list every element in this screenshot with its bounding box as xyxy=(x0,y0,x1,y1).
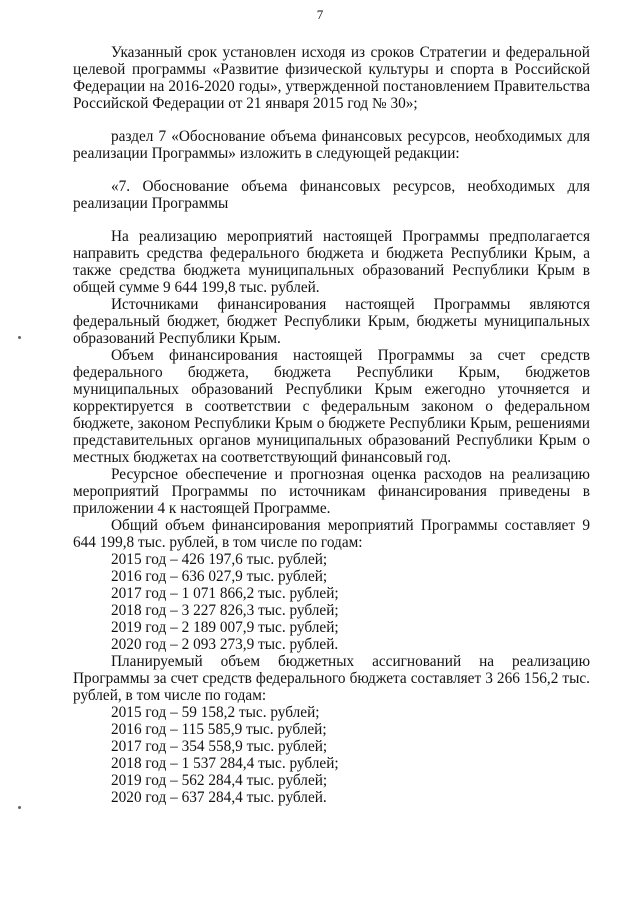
federal-year-item: 2016 год – 115 585,9 тыс. рублей; xyxy=(111,721,327,738)
section-note-paragraph: раздел 7 «Обоснование объема финансовых ресурсов, необходимых для реализации Программы» изложить в следующей редакции: xyxy=(73,128,590,162)
total-year-item: 2017 год – 1 071 866,2 тыс. рублей; xyxy=(111,585,339,602)
scan-dot-artifact xyxy=(18,806,21,809)
scan-dot-artifact xyxy=(18,336,21,339)
paragraph-group xyxy=(73,228,590,806)
section-heading: «7. Обоснование объема финансовых ресурсов, необходимых для реализации Программы xyxy=(73,178,590,212)
total-financing-intro: Общий объем финансирования мероприятий Программы составляет 9 644 199,8 тыс. рублей, в том числе по годам: xyxy=(73,517,590,551)
total-year-item: 2015 год – 426 197,6 тыс. рублей; xyxy=(111,551,328,568)
federal-year-item: 2018 год – 1 537 284,4 тыс. рублей; xyxy=(111,755,339,772)
federal-budget-years xyxy=(73,704,590,806)
page-number: 7 xyxy=(316,7,324,22)
total-year-item: 2016 год – 636 027,9 тыс. рублей; xyxy=(111,568,328,585)
total-year-item: 2018 год – 3 227 826,3 тыс. рублей; xyxy=(111,602,339,619)
paragraph-appendix-reference: Ресурсное обеспечение и прогнозная оценка расходов на реализацию мероприятий Программы по источникам финансирования приведены в приложении 4 к настоящей Программе. xyxy=(73,466,590,517)
total-year-item: 2019 год – 2 189 007,9 тыс. рублей; xyxy=(111,619,339,636)
federal-year-item: 2019 год – 562 284,4 тыс. рублей; xyxy=(111,772,328,789)
federal-year-item: 2017 год – 354 558,9 тыс. рублей; xyxy=(111,738,328,755)
document-body xyxy=(73,44,590,806)
total-financing-years xyxy=(73,551,590,653)
paragraph-financing-sources: Источниками финансирования настоящей Программы являются федеральный бюджет, бюджет Республики Крым, бюджеты муниципальных образований Республики Крым. xyxy=(73,296,590,347)
federal-budget-intro: Планируемый объем бюджетных ассигнований на реализацию Программы за счет средств федерального бюджета составляет 3 266 156,2 тыс. рублей, в том числе по годам: xyxy=(73,653,590,704)
paragraph-funding-sources: На реализацию мероприятий настоящей Программы предполагается направить средства федерального бюджета и бюджета Республики Крым, а также средства бюджета муниципальных образований Республики Крым в общей сумме 9 644 199,8 тыс. рублей. xyxy=(73,228,590,296)
total-year-item: 2020 год – 2 093 273,9 тыс. рублей. xyxy=(111,636,339,653)
federal-year-item: 2015 год – 59 158,2 тыс. рублей; xyxy=(111,704,320,721)
intro-paragraph: Указанный срок установлен исходя из сроков Стратегии и федеральной целевой программы «Развитие физической культуры и спорта в Российской Федерации на 2016-2020 годы», утвержденной постановлением Правительства Российской Федерации от 21 января 2015 год № 30»; xyxy=(73,44,590,112)
paragraph-annual-adjustment: Объем финансирования настоящей Программы за счет средств федерального бюджета, бюджета Республики Крым, бюджетов муниципальных образований Республики Крым ежегодно уточняется и корректируется в соответствии с федеральным законом о федеральном бюджете, законом Республики Крым о бюджете Республики Крым, решениями представительных органов муниципальных образований Республики Крым о местных бюджетах на соответствующий финансовый год. xyxy=(73,347,590,466)
federal-year-item: 2020 год – 637 284,4 тыс. рублей. xyxy=(111,789,327,806)
